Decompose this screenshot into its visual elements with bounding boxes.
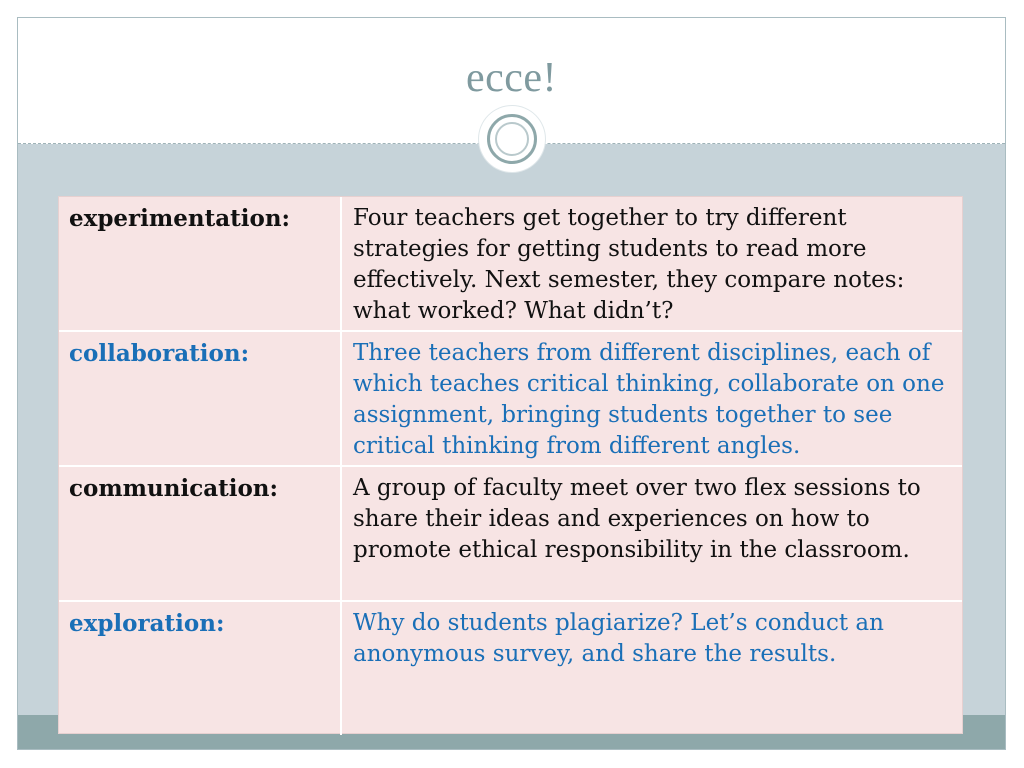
slide-title: ecce! [465,55,558,101]
table-row [59,332,962,467]
row-label: exploration: [59,602,342,735]
row-description: Three teachers from different disciplines, each of which teaches critical thinking, collaborate on one assignment, bringing students together to see critical thinking from different angles. [353,340,945,459]
row-description: Four teachers get together to try different strategies for getting students to read more effectively. Next semester, they compare notes: what worked? What didn’t? [353,205,905,324]
row-label: communication: [59,467,342,600]
content-table [58,196,963,734]
row-description: Why do students plagiarize? Let’s conduct an anonymous survey, and share the results. [353,610,884,667]
row-label: collaboration: [59,332,342,465]
row-description: A group of faculty meet over two flex sessions to share their ideas and experiences on how to promote ethical responsibility in the classroom. [353,475,921,563]
table-row [59,467,962,602]
row-label: experimentation: [59,197,342,330]
table-row [59,197,962,332]
table-row [59,602,962,735]
circle-ornament-icon [479,106,545,172]
slide [17,17,1006,750]
